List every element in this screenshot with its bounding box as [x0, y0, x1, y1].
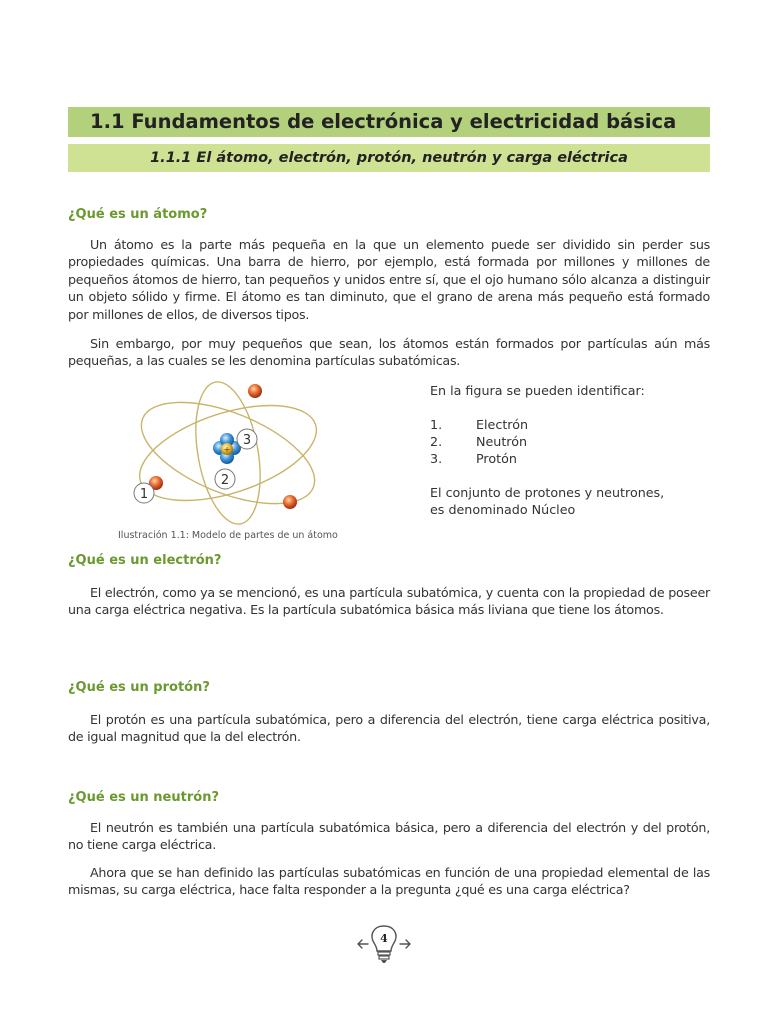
paragraph-proton: El protón es una partícula subatómica, pero a diferencia del electrón, tiene carga eléctrica positiva, de igual magnitud que la del electrón.: [68, 712, 710, 745]
svg-text:+: +: [223, 445, 231, 454]
heading-neutron: ¿Qué es un neutrón?: [68, 790, 219, 805]
electron-icon: [248, 384, 262, 398]
page-title: 1.1 Fundamentos de electrónica y electricidad básica: [68, 107, 710, 137]
svg-text:1: 1: [139, 487, 149, 502]
svg-text:2: 2: [220, 473, 230, 488]
electron-icon: [283, 495, 297, 509]
atom-model-icon: [118, 378, 328, 528]
heading-atomo: ¿Qué es un átomo?: [68, 207, 208, 222]
nucleus-note-2: es denominado Núcleo: [430, 502, 576, 517]
paragraph-atomo-1: Un átomo es la parte más pequeña en la que un elemento puede ser dividido sin perder sus propiedades químicas. Una barra de hierro, por ejemplo, está formada por millones y millones de pequeños átomos de hierro, tan pequeños y unidos entre sí, que el ojo humano sólo alcanza a distinguir un objeto sólido y firme. El átomo es tan diminuto, que el grano de arena más pequeño está formado por millones de ellos, de diversos tipos.: [68, 237, 710, 322]
paragraph-neutron-2: Ahora que se han definido las partículas subatómicas en función de una propiedad elemental de las mismas, su carga eléctrica, hace falta responder a la pregunta ¿qué es una carga eléctrica?: [68, 865, 710, 898]
marker-2: [215, 469, 235, 489]
lightbulb-icon: [354, 922, 414, 966]
figure-list: [430, 416, 528, 467]
list-item: 1. Electrón: [430, 417, 529, 432]
marker-3: [237, 429, 257, 449]
section-subtitle: 1.1.1 El átomo, electrón, protón, neutrón y carga eléctrica: [68, 144, 710, 172]
heading-proton: ¿Qué es un protón?: [68, 680, 210, 695]
page-number: 4: [380, 932, 388, 945]
list-item: 3. Protón: [430, 451, 517, 466]
paragraph-neutron-1: El neutrón es también una partícula subatómica básica, pero a diferencia del electrón y del protón, no tiene carga eléctrica.: [68, 820, 710, 853]
nucleus-note-1: El conjunto de protones y neutrones,: [430, 485, 665, 500]
paragraph-atomo-2: Sin embargo, por muy pequeños que sean, los átomos están formados por partículas aún más pequeñas, a las cuales se les denomina partículas subatómicas.: [68, 336, 710, 369]
figure-caption: Ilustración 1.1: Modelo de partes de un átomo: [118, 530, 338, 541]
figure-intro: En la figura se pueden identificar:: [430, 383, 645, 398]
paragraph-electron: El electrón, como ya se mencionó, es una partícula subatómica, y cuenta con la propiedad de poseer una carga eléctrica negativa. Es la partícula subatómica básica más liviana que tiene los átomos.: [68, 585, 710, 618]
marker-1: [134, 483, 154, 503]
heading-electron: ¿Qué es un electrón?: [68, 553, 222, 568]
list-item: 2. Neutrón: [430, 434, 528, 449]
svg-text:3: 3: [242, 433, 252, 448]
